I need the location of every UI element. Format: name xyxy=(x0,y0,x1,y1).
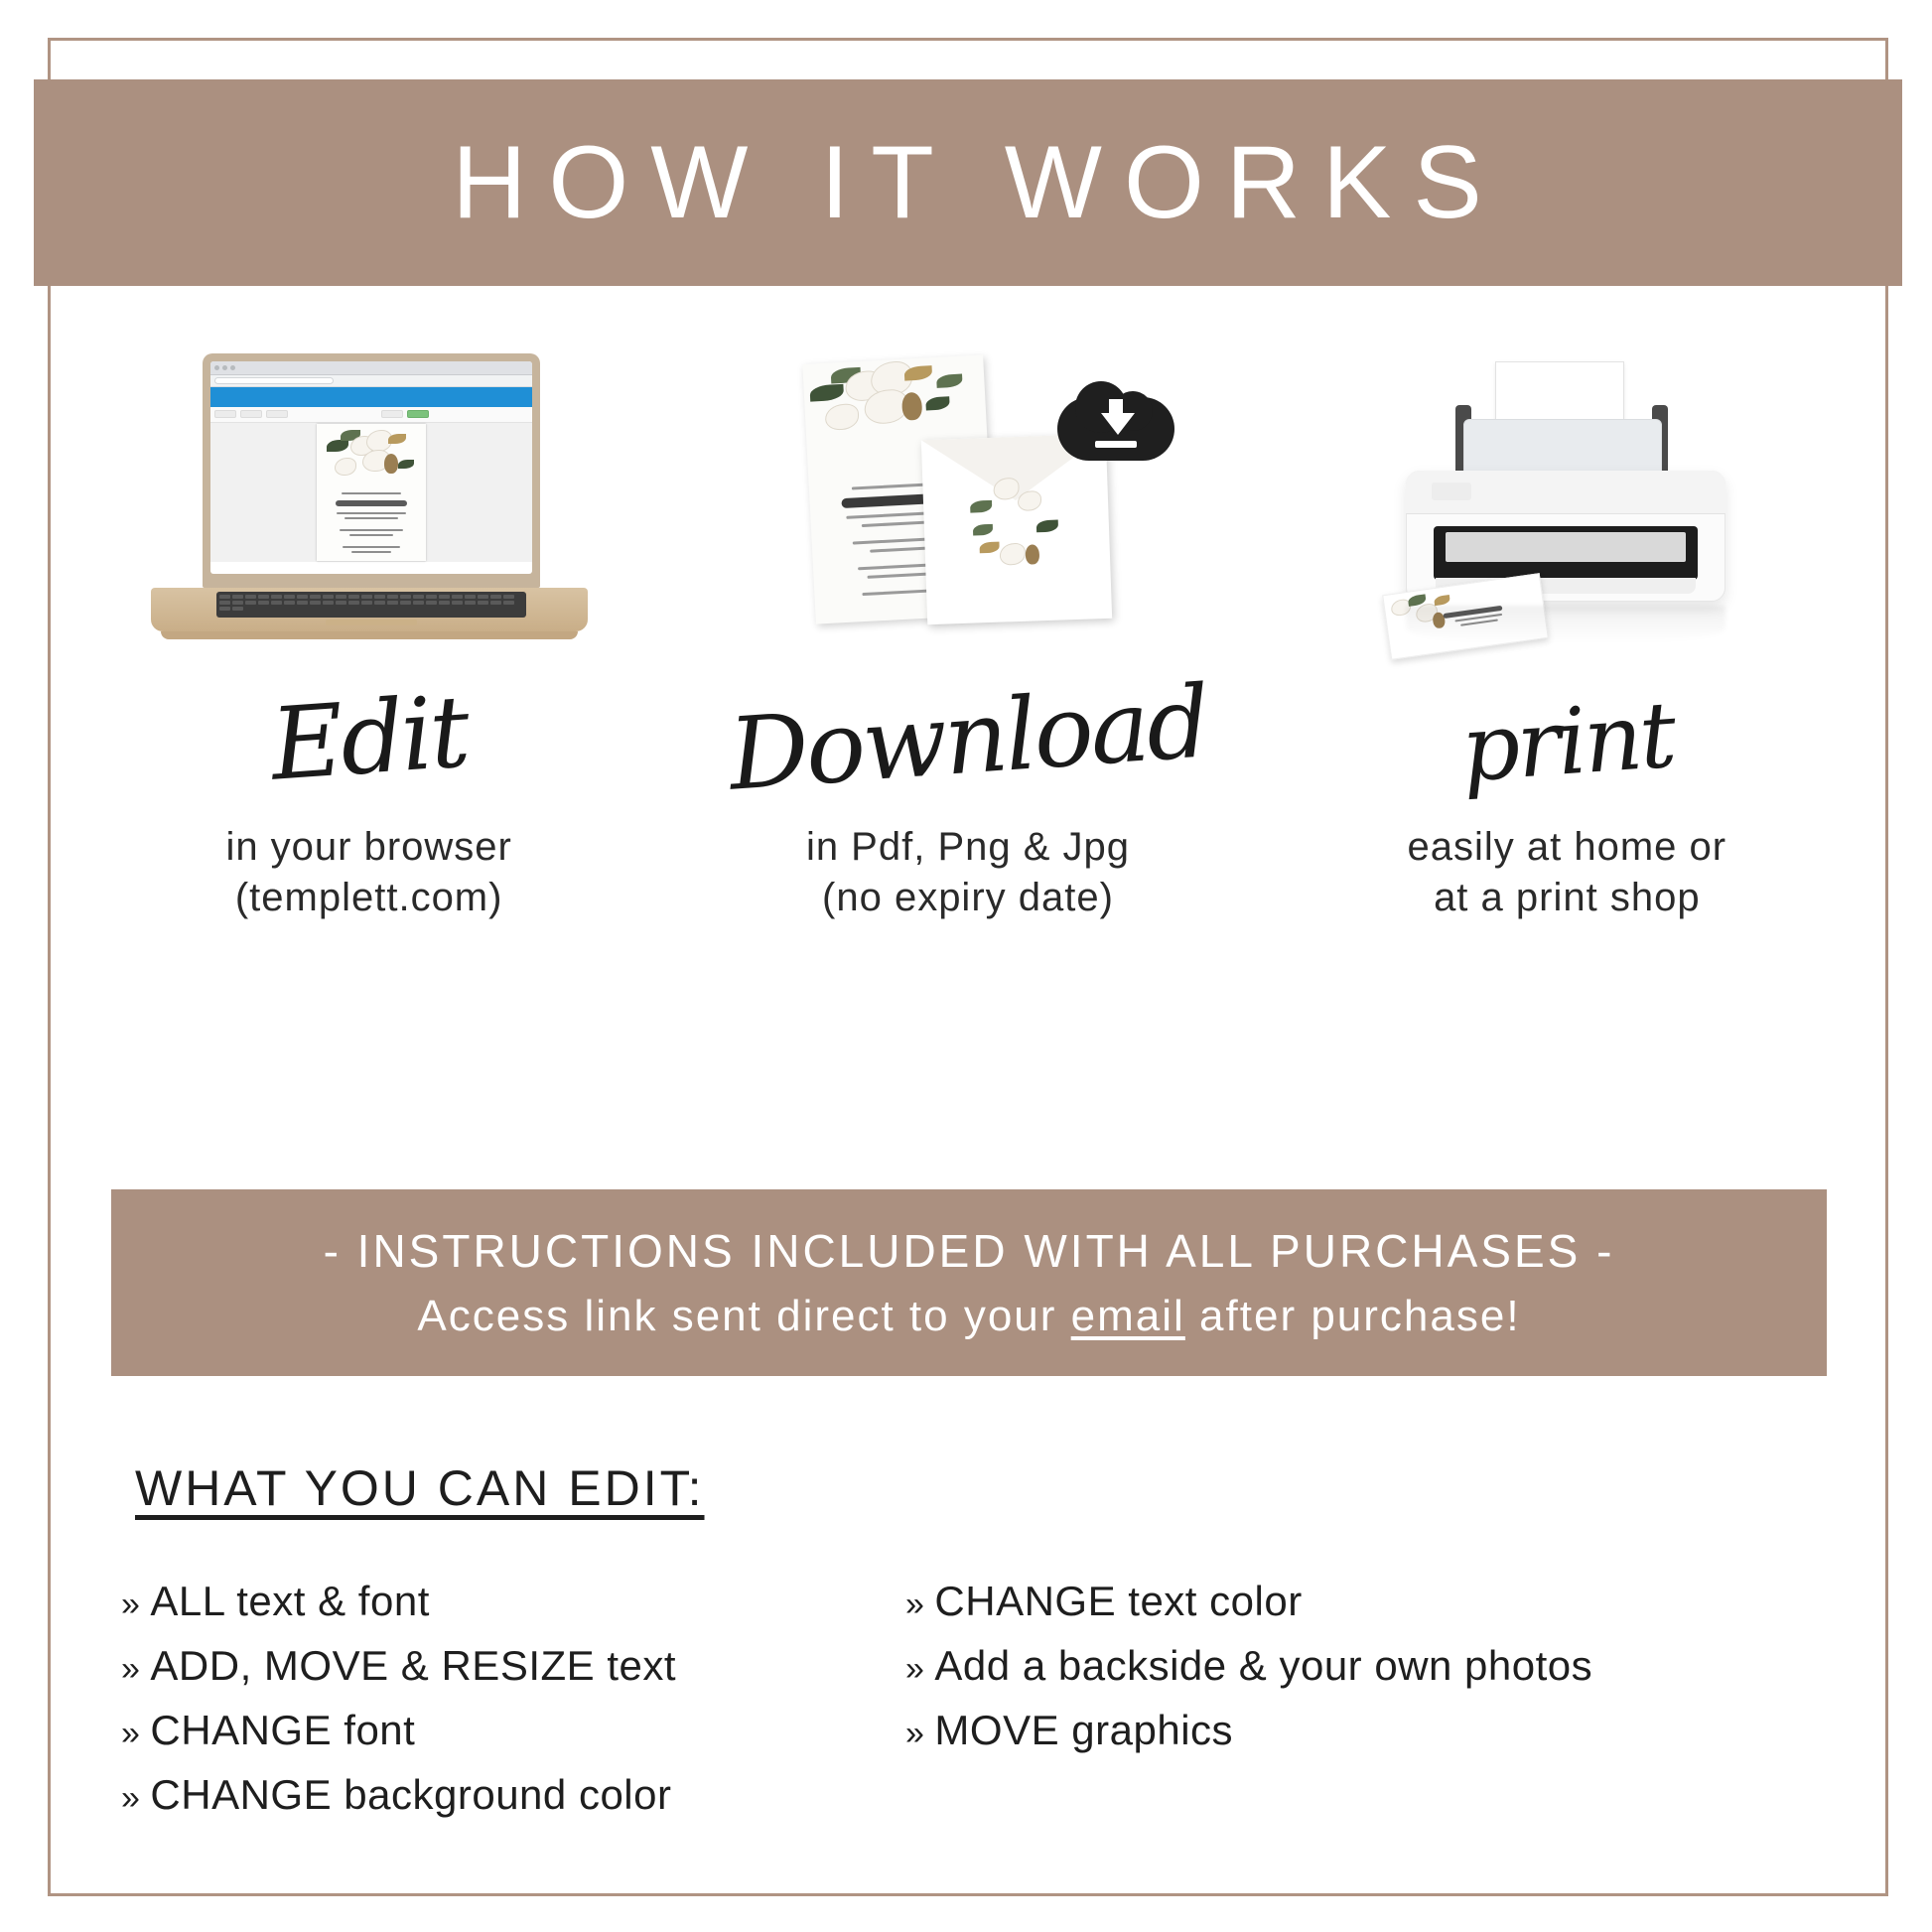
step-caption-download xyxy=(806,822,1130,923)
page-title: HOW IT WORKS xyxy=(452,125,1504,240)
step-caption-print xyxy=(1408,822,1727,923)
caption-line-2: at a print shop xyxy=(1434,875,1701,919)
download-cloud-icon xyxy=(1057,379,1174,471)
list-item xyxy=(121,1762,905,1827)
bullet-icon: » xyxy=(905,1586,925,1623)
list-item xyxy=(121,1698,905,1762)
bullet-icon: » xyxy=(121,1650,141,1689)
instructions-subline xyxy=(417,1292,1520,1341)
list-item xyxy=(905,1698,1839,1762)
caption-line-1: in your browser xyxy=(225,824,512,869)
edit-section-title: WHAT YOU CAN EDIT: xyxy=(135,1460,705,1516)
step-edit xyxy=(69,328,668,923)
bullet-icon: » xyxy=(121,1586,141,1623)
list-item-label: CHANGE text color xyxy=(934,1578,1303,1624)
caption-line-2: (templett.com) xyxy=(234,875,503,919)
caption-line-1: easily at home or xyxy=(1407,824,1727,869)
instructions-sub-suffix: after purchase! xyxy=(1184,1292,1521,1340)
list-item xyxy=(121,1633,905,1698)
email-link[interactable]: email xyxy=(1070,1292,1185,1340)
edit-list-right xyxy=(905,1569,1839,1827)
step-label-download: Download xyxy=(725,662,1211,813)
list-item-label: CHANGE font xyxy=(150,1707,416,1754)
laptop-icon xyxy=(151,353,588,681)
edit-list xyxy=(121,1569,1849,1827)
list-item-label: ALL text & font xyxy=(150,1578,430,1624)
caption-line-2: (no expiry date) xyxy=(822,875,1114,919)
caption-line-1: in Pdf, Png & Jpg xyxy=(805,824,1131,869)
bullet-icon: » xyxy=(905,1715,925,1753)
invitation-download-icon xyxy=(750,353,1186,681)
bullet-icon: » xyxy=(121,1779,141,1818)
list-item xyxy=(905,1633,1839,1698)
list-item-label: Add a backside & your own photos xyxy=(934,1642,1593,1690)
instructions-band xyxy=(111,1189,1827,1376)
bullet-icon: » xyxy=(121,1715,141,1753)
list-item xyxy=(905,1569,1839,1633)
list-item-label: ADD, MOVE & RESIZE text xyxy=(150,1642,677,1690)
list-item-label: CHANGE background color xyxy=(150,1771,672,1819)
step-download xyxy=(668,328,1267,923)
step-label-print: print xyxy=(1457,681,1677,802)
instructions-sub-prefix: Access link sent direct to your xyxy=(417,1292,1071,1340)
edit-list-left xyxy=(121,1569,905,1827)
title-band xyxy=(34,79,1902,286)
steps-row xyxy=(69,328,1866,923)
step-caption-edit xyxy=(225,822,511,923)
step-print xyxy=(1268,328,1866,923)
list-item xyxy=(121,1569,905,1633)
instructions-headline: - INSTRUCTIONS INCLUDED WITH ALL PURCHASES - xyxy=(323,1225,1615,1277)
list-item-label: MOVE graphics xyxy=(934,1707,1234,1754)
printer-icon xyxy=(1348,361,1785,689)
bullet-icon: » xyxy=(905,1650,925,1689)
step-label-edit: Edit xyxy=(267,672,472,803)
